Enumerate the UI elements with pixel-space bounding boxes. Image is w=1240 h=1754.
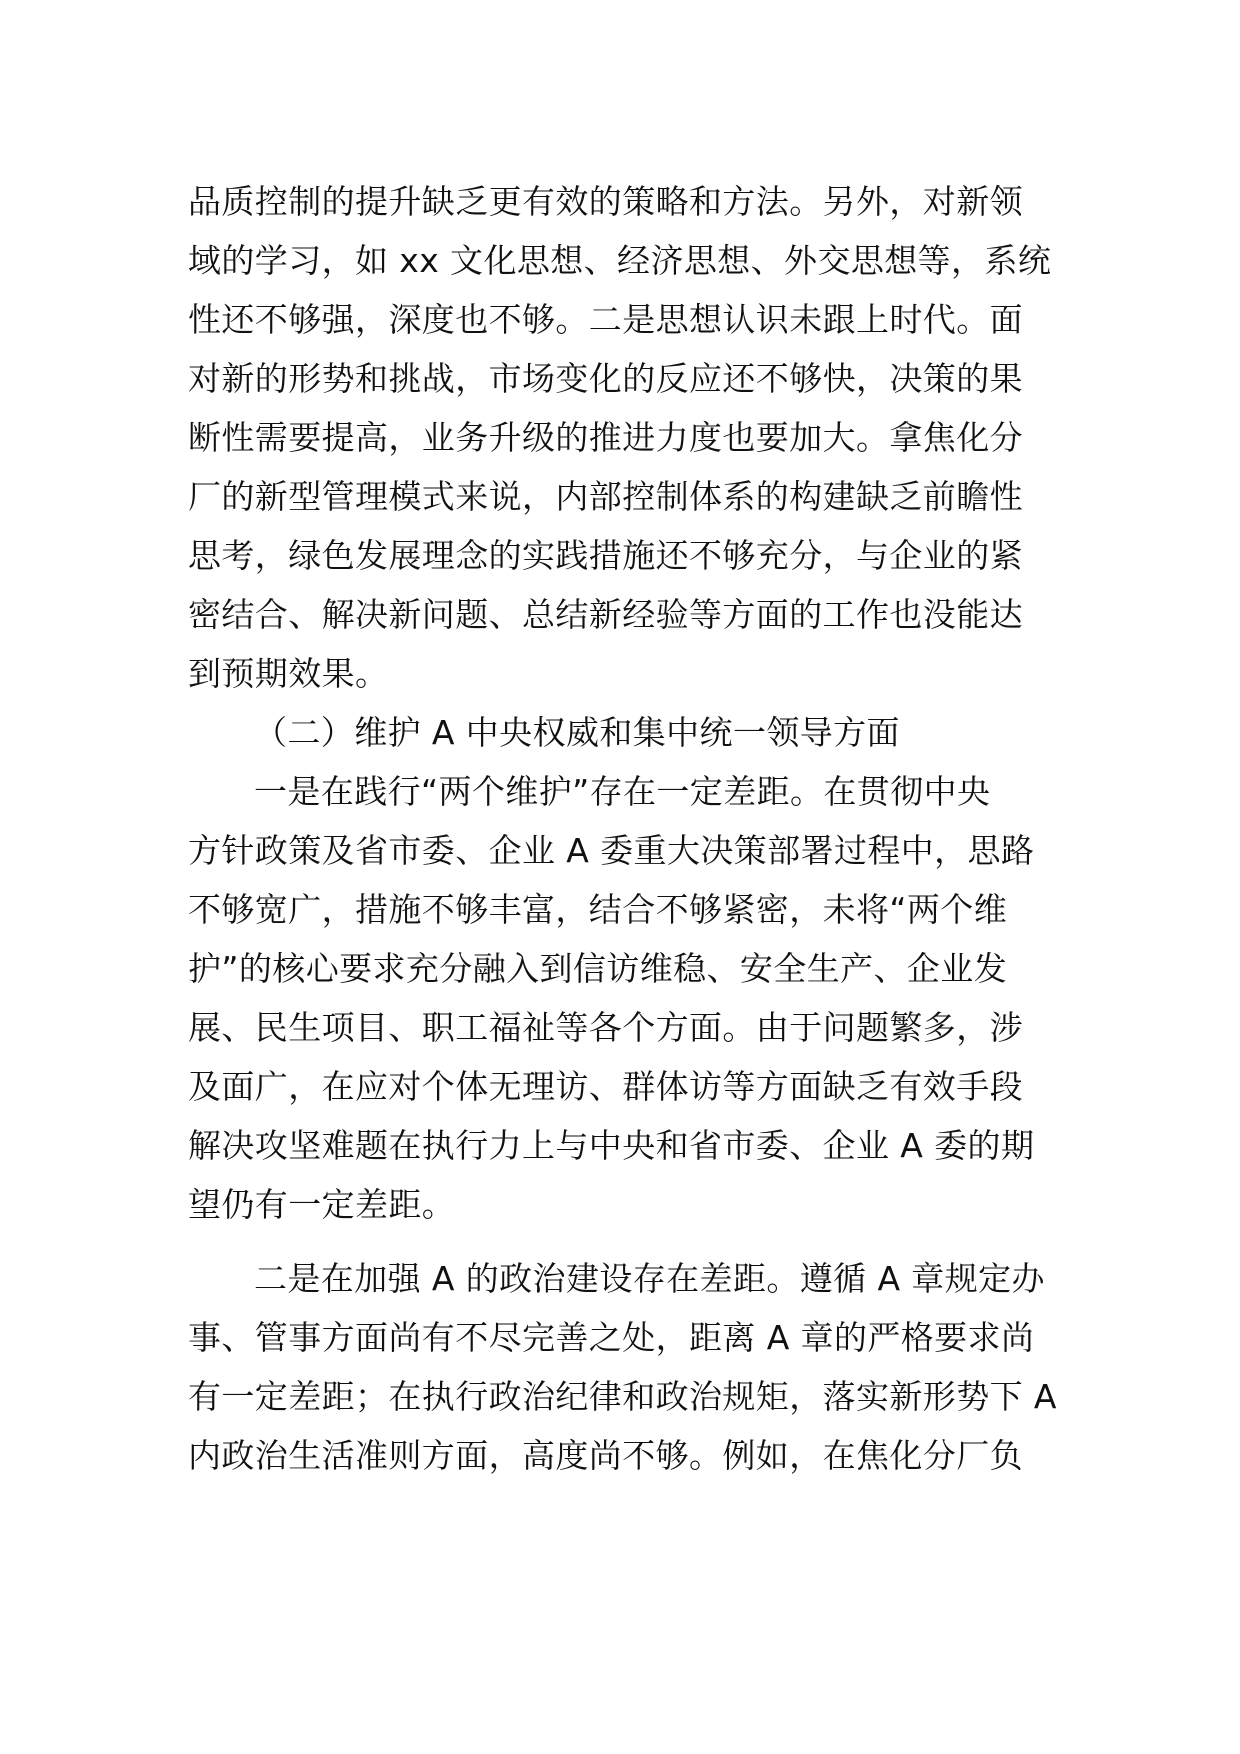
text-line-14: 护”的核心要求充分融入到信访维稳、安全生产、企业发 (188, 949, 1008, 988)
text-line-6: 厂的新型管理模式来说，内部控制体系的构建缺乏前瞻性 (188, 477, 1023, 516)
text-line-8: 密结合、解决新问题、总结新经验等方面的工作也没能达 (188, 595, 1023, 634)
text-line-16: 及面广，在应对个体无理访、群体访等方面缺乏有效手段 (188, 1067, 1023, 1106)
text-line-12: 方针政策及省市委、企业 A 委重大决策部署过程中，思路 (188, 831, 1035, 870)
text-line-11: 一是在践行“两个维护”存在一定差距。在贯彻中央 (254, 772, 991, 811)
text-line-2: 域的学习，如 xx 文化思想、经济思想、外交思想等，系统 (188, 241, 1052, 280)
text-line-22: 内政治生活准则方面，高度尚不够。例如，在焦化分厂负 (188, 1436, 1023, 1475)
text-line-18: 望仍有一定差距。 (188, 1185, 456, 1224)
text-line-9: 到预期效果。 (188, 654, 389, 693)
text-line-3: 性还不够强，深度也不够。二是思想认识未跟上时代。面 (188, 300, 1023, 339)
text-line-4: 对新的形势和挑战，市场变化的反应还不够快，决策的果 (188, 359, 1023, 398)
text-line-13: 不够宽广，措施不够丰富，结合不够紧密，未将“两个维 (188, 890, 1008, 929)
text-line-5: 断性需要提高，业务升级的推进力度也要加大。拿焦化分 (188, 418, 1023, 457)
text-line-21: 有一定差距；在执行政治纪律和政治规矩，落实新形势下 A (188, 1377, 1057, 1416)
text-line-15: 展、民生项目、职工福祉等各个方面。由于问题繁多，涉 (188, 1008, 1023, 1047)
text-line-17: 解决攻坚难题在执行力上与中央和省市委、企业 A 委的期 (188, 1126, 1035, 1165)
text-line-20: 事、管事方面尚有不尽完善之处，距离 A 章的严格要求尚 (188, 1318, 1035, 1357)
text-line-1: 品质控制的提升缺乏更有效的策略和方法。另外，对新领 (188, 182, 1023, 221)
text-line-7: 思考，绿色发展理念的实践措施还不够充分，与企业的紧 (188, 536, 1023, 575)
section-heading: （二）维护 A 中央权威和集中统一领导方面 (254, 713, 900, 752)
text-line-19: 二是在加强 A 的政治建设存在差距。遵循 A 章规定办 (254, 1259, 1045, 1298)
